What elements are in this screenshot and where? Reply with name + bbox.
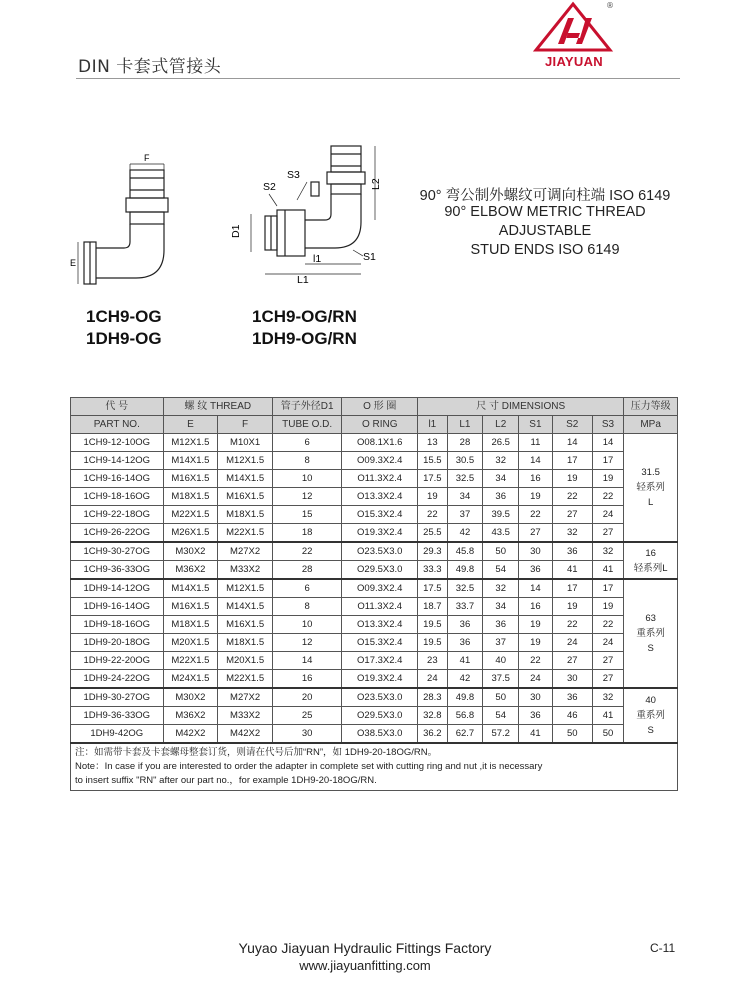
table-cell: M12X1.5: [163, 434, 218, 452]
part-number-cell: 1CH9-16-14OG: [71, 470, 164, 488]
table-cell: 8: [272, 598, 341, 616]
header-cell: O 形 圈: [342, 398, 418, 416]
table-row: [71, 616, 678, 634]
table-cell: M22X1.5: [218, 524, 273, 543]
table-cell: M18X1.5: [163, 616, 218, 634]
pressure-cell: [624, 688, 678, 743]
table-cell: 12: [272, 634, 341, 652]
footer-factory-name: Yuyao Jiayuan Hydraulic Fittings Factory: [238, 940, 492, 956]
part-number-cell: 1CH9-18-16OG: [71, 488, 164, 506]
header-cell: TUBE O.D.: [272, 416, 341, 434]
part-number-cell: 1DH9-22-20OG: [71, 652, 164, 670]
table-row: [71, 670, 678, 689]
table-cell: 17.5: [418, 579, 447, 598]
table-row: [71, 579, 678, 598]
part-number-cell: 1DH9-16-14OG: [71, 598, 164, 616]
table-cell: 18: [272, 524, 341, 543]
table-cell: 6: [272, 434, 341, 452]
table-cell: 25: [272, 707, 341, 725]
pressure-line: 31.5: [641, 467, 660, 478]
table-cell: 32.5: [447, 470, 483, 488]
table-cell: 22: [592, 616, 624, 634]
table-cell: 30: [519, 542, 553, 561]
table-cell: M33X2: [218, 561, 273, 580]
header-divider: [76, 78, 680, 79]
pressure-line: 轻系列L: [633, 562, 668, 574]
pressure-cell: [624, 542, 678, 579]
table-cell: M10X1: [218, 434, 273, 452]
table-cell: 30: [272, 725, 341, 744]
table-cell: O09.3X2.4: [342, 579, 418, 598]
table-cell: 13: [418, 434, 447, 452]
table-cell: 24: [519, 670, 553, 689]
table-cell: 20: [272, 688, 341, 707]
table-cell: M16X1.5: [218, 488, 273, 506]
table-cell: 54: [483, 561, 519, 580]
table-row: [71, 598, 678, 616]
table-cell: 27: [592, 670, 624, 689]
table-cell: M18X1.5: [218, 506, 273, 524]
table-cell: 36: [519, 561, 553, 580]
part-number-cell: 1CH9-36-33OG: [71, 561, 164, 580]
header-cell: S2: [552, 416, 592, 434]
table-cell: 41: [552, 561, 592, 580]
table-cell: O13.3X2.4: [342, 616, 418, 634]
table-cell: 50: [483, 688, 519, 707]
table-cell: 46: [552, 707, 592, 725]
page-number: C-11: [650, 941, 676, 955]
dim-label-d1: D1: [230, 224, 242, 238]
table-cell: O19.3X2.4: [342, 524, 418, 543]
table-cell: 34: [483, 470, 519, 488]
table-cell: 28: [272, 561, 341, 580]
table-cell: 32: [483, 579, 519, 598]
table-cell: 54: [483, 707, 519, 725]
table-row: [71, 542, 678, 561]
note-row: [71, 743, 678, 791]
dim-label-l1-small: l1: [313, 253, 322, 265]
table-cell: 49.8: [447, 561, 483, 580]
table-cell: 32.5: [447, 579, 483, 598]
table-cell: 37: [447, 506, 483, 524]
table-cell: 45.8: [447, 542, 483, 561]
table-cell: 37.5: [483, 670, 519, 689]
table-cell: 6: [272, 579, 341, 598]
table-row: [71, 452, 678, 470]
table-cell: M18X1.5: [163, 488, 218, 506]
pressure-line: 16: [645, 547, 656, 559]
header-cell: 螺 纹 THREAD: [163, 398, 272, 416]
header-cell: O RING: [342, 416, 418, 434]
table-cell: 22: [552, 488, 592, 506]
table-cell: 19: [519, 616, 553, 634]
part-number-cell: 1DH9-24-22OG: [71, 670, 164, 689]
dim-label-s3: S3: [287, 169, 300, 181]
table-cell: 25.5: [418, 524, 447, 543]
table-cell: 11: [519, 434, 553, 452]
table-row: [71, 506, 678, 524]
table-cell: 33.7: [447, 598, 483, 616]
table-cell: 30: [519, 688, 553, 707]
table-cell: M20X1.5: [218, 652, 273, 670]
part-number-cell: 1DH9-36-33OG: [71, 707, 164, 725]
table-cell: 15: [272, 506, 341, 524]
table-cell: 43.5: [483, 524, 519, 543]
table-cell: 27: [519, 524, 553, 543]
table-cell: 27: [592, 652, 624, 670]
table-cell: 17: [552, 452, 592, 470]
table-cell: M27X2: [218, 688, 273, 707]
description-cn: 90° 弯公制外螺纹可调向柱端 ISO 6149: [419, 188, 671, 204]
table-cell: 22: [592, 488, 624, 506]
table-cell: 24: [552, 634, 592, 652]
header-cell: E: [163, 416, 218, 434]
table-cell: O13.3X2.4: [342, 488, 418, 506]
table-cell: 39.5: [483, 506, 519, 524]
table-cell: 22: [519, 506, 553, 524]
header-cell: l1: [418, 416, 447, 434]
pressure-line: S: [647, 643, 654, 654]
spec-table: [70, 397, 678, 791]
table-header-row: [71, 398, 678, 416]
table-cell: 16: [272, 670, 341, 689]
table-row: [71, 707, 678, 725]
table-cell: 30: [552, 670, 592, 689]
table-cell: 8: [272, 452, 341, 470]
table-cell: M16X1.5: [163, 598, 218, 616]
table-cell: O29.5X3.0: [342, 707, 418, 725]
table-cell: 28.3: [418, 688, 447, 707]
table-cell: M14X1.5: [218, 598, 273, 616]
table-cell: M14X1.5: [163, 579, 218, 598]
table-cell: M16X1.5: [163, 470, 218, 488]
table-cell: M22X1.5: [163, 506, 218, 524]
header-cell: 尺 寸 DIMENSIONS: [418, 398, 624, 416]
table-cell: O15.3X2.4: [342, 634, 418, 652]
table-cell: M27X2: [218, 542, 273, 561]
table-cell: M16X1.5: [218, 616, 273, 634]
dim-label-l1: L1: [297, 274, 309, 286]
note-line: Note：In case if you are interested to order the adapter in complete set with cutting ring and nut ,it is necessary: [75, 761, 543, 772]
table-cell: 34: [483, 598, 519, 616]
part-number-cell: 1DH9-14-12OG: [71, 579, 164, 598]
pressure-line: 轻系列: [636, 482, 665, 493]
table-cell: 22: [519, 652, 553, 670]
table-cell: 56.8: [447, 707, 483, 725]
table-cell: O23.5X3.0: [342, 688, 418, 707]
header-cell: MPa: [624, 416, 678, 434]
pressure-line: 重系列: [636, 628, 665, 639]
table-cell: M22X1.5: [163, 652, 218, 670]
table-cell: 19: [592, 598, 624, 616]
table-cell: 19: [519, 634, 553, 652]
table-cell: 30.5: [447, 452, 483, 470]
brand-name: JIAYUAN: [545, 54, 603, 69]
table-cell: 50: [552, 725, 592, 744]
table-cell: 19: [552, 470, 592, 488]
table-header-row: [71, 416, 678, 434]
table-row: [71, 488, 678, 506]
table-cell: M22X1.5: [218, 670, 273, 689]
order-note: [71, 743, 678, 791]
table-cell: O11.3X2.4: [342, 470, 418, 488]
pressure-line: 重系列: [636, 710, 665, 721]
part-number-cell: 1DH9-18-16OG: [71, 616, 164, 634]
table-cell: 16: [519, 470, 553, 488]
table-cell: M33X2: [218, 707, 273, 725]
table-cell: M18X1.5: [218, 634, 273, 652]
note-line: to insert suffix "RN" after our part no.，for example 1DH9-20-18OG/RN.: [75, 775, 377, 786]
table-cell: M36X2: [163, 561, 218, 580]
table-cell: 40: [483, 652, 519, 670]
table-cell: O23.5X3.0: [342, 542, 418, 561]
header-cell: S3: [592, 416, 624, 434]
part-number-cell: 1CH9-22-18OG: [71, 506, 164, 524]
table-cell: 10: [272, 616, 341, 634]
table-cell: 17.5: [418, 470, 447, 488]
table-row: [71, 524, 678, 543]
table-cell: 23: [418, 652, 447, 670]
table-cell: 32.8: [418, 707, 447, 725]
table-cell: 24: [592, 634, 624, 652]
table-row: [71, 688, 678, 707]
table-cell: 34: [447, 488, 483, 506]
pressure-cell: [624, 434, 678, 543]
table-cell: 62.7: [447, 725, 483, 744]
table-cell: 22: [272, 542, 341, 561]
table-cell: 19.5: [418, 634, 447, 652]
table-cell: 14: [519, 579, 553, 598]
table-cell: 19: [519, 488, 553, 506]
table-cell: M12X1.5: [218, 579, 273, 598]
part-number-cell: 1CH9-14-12OG: [71, 452, 164, 470]
table-cell: 19: [552, 598, 592, 616]
table-cell: 17: [552, 579, 592, 598]
table-cell: 19.5: [418, 616, 447, 634]
page-title: DIN 卡套式管接头: [78, 57, 222, 77]
table-cell: 32: [592, 542, 624, 561]
registered-mark: ®: [606, 1, 614, 10]
table-cell: 26.5: [483, 434, 519, 452]
table-cell: 49.8: [447, 688, 483, 707]
table-cell: 14: [272, 652, 341, 670]
table-cell: O15.3X2.4: [342, 506, 418, 524]
table-cell: 17: [592, 452, 624, 470]
part-number-cell: 1DH9-20-18OG: [71, 634, 164, 652]
table-cell: O08.1X1.6: [342, 434, 418, 452]
table-cell: 57.2: [483, 725, 519, 744]
table-cell: 28: [447, 434, 483, 452]
table-cell: 41: [592, 561, 624, 580]
table-row: [71, 652, 678, 670]
table-cell: 27: [592, 524, 624, 543]
table-cell: M30X2: [163, 542, 218, 561]
pressure-line: 40: [645, 695, 656, 706]
dim-label-l2: L2: [370, 178, 382, 190]
table-cell: 19: [592, 470, 624, 488]
model-name: 1DH9-OG/RN: [252, 329, 357, 348]
header-cell: F: [218, 416, 273, 434]
table-cell: 41: [447, 652, 483, 670]
part-number-cell: 1DH9-30-27OG: [71, 688, 164, 707]
table-cell: 15.5: [418, 452, 447, 470]
table-cell: 22: [552, 616, 592, 634]
table-cell: M36X2: [163, 707, 218, 725]
table-cell: M14X1.5: [218, 470, 273, 488]
table-cell: 19: [418, 488, 447, 506]
table-cell: 50: [483, 542, 519, 561]
table-row: [71, 470, 678, 488]
table-cell: 29.3: [418, 542, 447, 561]
header-cell: 管子外径D1: [272, 398, 341, 416]
table-cell: 27: [552, 652, 592, 670]
pressure-cell: [624, 579, 678, 688]
header-cell: PART NO.: [71, 416, 164, 434]
table-cell: 24: [418, 670, 447, 689]
table-cell: 14: [552, 434, 592, 452]
part-number-cell: 1CH9-30-27OG: [71, 542, 164, 561]
table-cell: 36: [519, 707, 553, 725]
table-cell: O38.5X3.0: [342, 725, 418, 744]
part-number-cell: 1DH9-42OG: [71, 725, 164, 744]
dim-label-s1: S1: [363, 251, 376, 263]
table-cell: 36: [483, 616, 519, 634]
pressure-line: S: [647, 725, 654, 736]
part-number-cell: 1CH9-26-22OG: [71, 524, 164, 543]
table-cell: 41: [592, 707, 624, 725]
table-cell: 36: [483, 488, 519, 506]
table-cell: M14X1.5: [163, 452, 218, 470]
table-cell: 36: [447, 616, 483, 634]
table-cell: 36: [552, 688, 592, 707]
model-name: 1CH9-OG: [86, 307, 162, 326]
table-row: [71, 725, 678, 744]
header-cell: S1: [519, 416, 553, 434]
table-row: [71, 634, 678, 652]
table-cell: 18.7: [418, 598, 447, 616]
table-cell: 33.3: [418, 561, 447, 580]
fitting-drawing-left: [70, 150, 190, 285]
table-cell: 42: [447, 670, 483, 689]
table-cell: M24X1.5: [163, 670, 218, 689]
table-cell: 24: [592, 506, 624, 524]
footer-website[interactable]: www.jiayuanfitting.com: [299, 958, 431, 973]
dim-label-f: F: [144, 153, 150, 163]
header-cell: 压力等级: [624, 398, 678, 416]
table-cell: M12X1.5: [218, 452, 273, 470]
description-en-3: STUD ENDS ISO 6149: [470, 242, 620, 258]
table-cell: O29.5X3.0: [342, 561, 418, 580]
table-cell: O17.3X2.4: [342, 652, 418, 670]
note-line: 注：如需带卡套及卡套螺母整套订货，则请在代号后加“RN”，如 1DH9-20-18OG/RN。: [75, 747, 438, 758]
table-cell: 32: [592, 688, 624, 707]
table-cell: 17: [592, 579, 624, 598]
table-cell: 10: [272, 470, 341, 488]
dim-label-e: E: [70, 258, 77, 268]
fitting-drawing-right: [225, 138, 395, 288]
table-cell: 32: [483, 452, 519, 470]
table-cell: M42X2: [163, 725, 218, 744]
table-cell: M26X1.5: [163, 524, 218, 543]
description-en-1: 90° ELBOW METRIC THREAD: [444, 204, 646, 220]
table-cell: M30X2: [163, 688, 218, 707]
part-number-cell: 1CH9-12-10OG: [71, 434, 164, 452]
table-cell: 32: [552, 524, 592, 543]
header-cell: L2: [483, 416, 519, 434]
table-cell: O19.3X2.4: [342, 670, 418, 689]
table-row: [71, 561, 678, 580]
table-cell: 50: [592, 725, 624, 744]
description-en-2: ADJUSTABLE: [498, 223, 592, 239]
table-cell: 12: [272, 488, 341, 506]
table-row: [71, 434, 678, 452]
table-cell: 42: [447, 524, 483, 543]
model-name: 1DH9-OG: [86, 329, 162, 348]
table-cell: 14: [519, 452, 553, 470]
table-cell: 36: [447, 634, 483, 652]
table-cell: 37: [483, 634, 519, 652]
dim-label-s2: S2: [263, 181, 276, 193]
table-cell: 36: [552, 542, 592, 561]
model-name: 1CH9-OG/RN: [252, 307, 357, 326]
table-cell: 22: [418, 506, 447, 524]
table-cell: 14: [592, 434, 624, 452]
table-cell: M20X1.5: [163, 634, 218, 652]
table-cell: 16: [519, 598, 553, 616]
pressure-line: L: [647, 497, 654, 508]
table-cell: M42X2: [218, 725, 273, 744]
table-cell: O09.3X2.4: [342, 452, 418, 470]
table-cell: 41: [519, 725, 553, 744]
table-cell: 36.2: [418, 725, 447, 744]
table-cell: 27: [552, 506, 592, 524]
header-cell: L1: [447, 416, 483, 434]
table-cell: O11.3X2.4: [342, 598, 418, 616]
pressure-line: 63: [645, 613, 656, 624]
header-cell: 代 号: [71, 398, 164, 416]
